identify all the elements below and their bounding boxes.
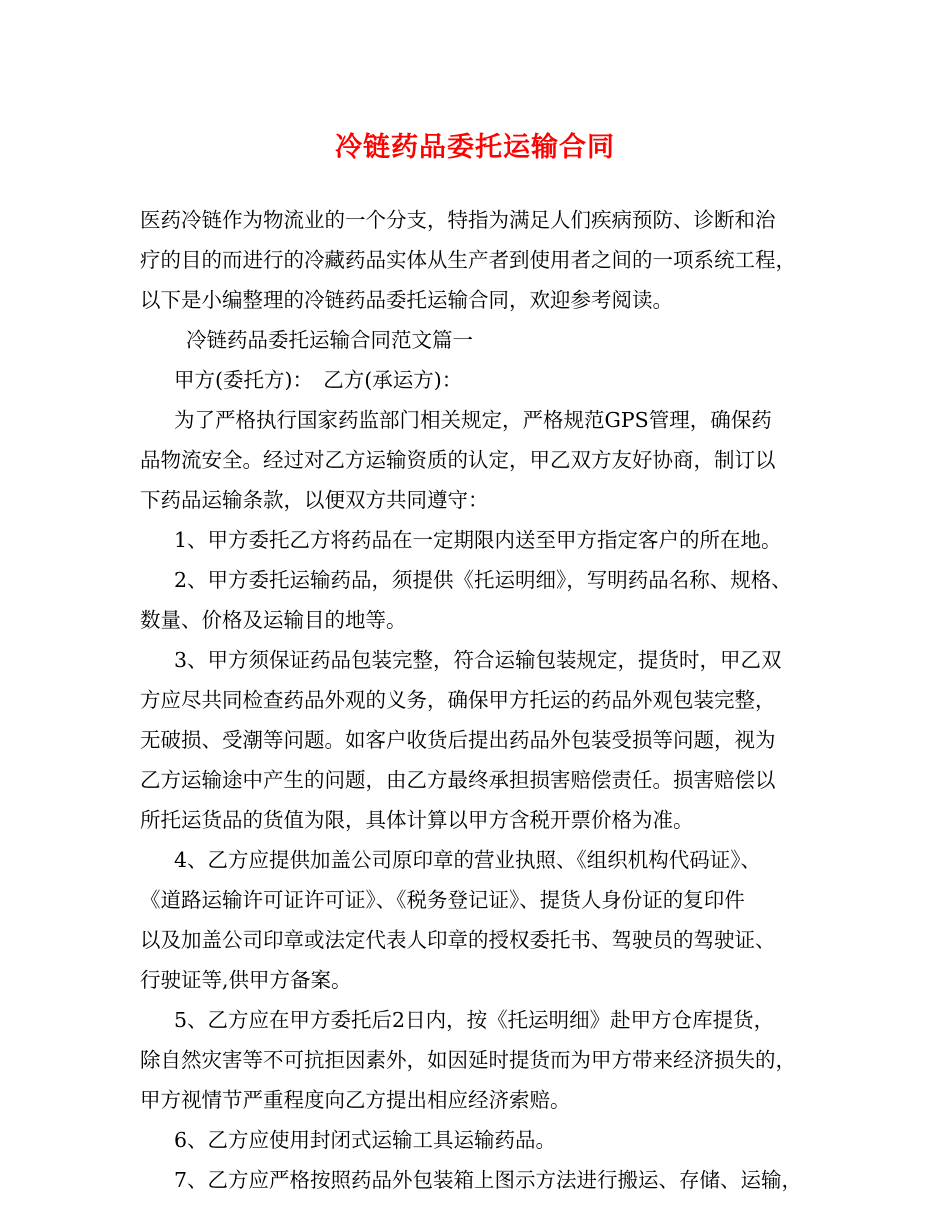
text-line: 5、乙方应在甲方委托后2日内，按《托运明细》赴甲方仓库提货， xyxy=(174,1008,775,1032)
clause-7 xyxy=(140,1160,830,1200)
text-line: 6、乙方应使用封闭式运输工具运输药品。 xyxy=(174,1128,557,1152)
text-line: 疗的目的而进行的冷藏药品实体从生产者到使用者之间的一项系统工程， xyxy=(140,248,796,272)
text-line: 医药冷链作为物流业的一个分支，特指为满足人们疾病预防、诊断和治 xyxy=(140,208,776,232)
clause-1 xyxy=(140,520,830,560)
text-line: 所托运货品的货值为限，具体计算以甲方含税开票价格为准。 xyxy=(140,808,694,832)
text-line: 方应尽共同检查药品外观的义务，确保甲方托运的药品外观包装完整， xyxy=(140,688,776,712)
text-line: 下药品运输条款，以便双方共同遵守： xyxy=(140,488,489,512)
clause-4 xyxy=(140,840,830,1000)
preamble-paragraph xyxy=(140,400,830,520)
text-line: 行驶证等,供甲方备案。 xyxy=(140,968,352,992)
section-heading-paragraph xyxy=(140,320,830,360)
text-line: 《道路运输许可证许可证》、《税务登记证》、提货人身份证的复印件 xyxy=(140,888,745,912)
text-line: 2、甲方委托运输药品，须提供《托运明细》，写明药品名称、规格、 xyxy=(174,568,792,592)
text-line: 无破损、受潮等问题。如客户收货后提出药品外包装受损等问题，视为 xyxy=(140,728,776,752)
parties-paragraph xyxy=(140,360,830,400)
intro-paragraph xyxy=(140,200,830,320)
text-line: 为了严格执行国家药监部门相关规定，严格规范GPS管理，确保药 xyxy=(174,408,772,432)
document-title: 冷链药品委托运输合同 xyxy=(335,132,615,163)
text-line: 品物流安全。经过对乙方运输资质的认定，甲乙双方友好协商，制订以 xyxy=(140,448,776,472)
document-body xyxy=(140,200,830,1200)
text-line: 除自然灾害等不可抗拒因素外，如因延时提货而为甲方带来经济损失的， xyxy=(140,1048,796,1072)
text-line: 3、甲方须保证药品包装完整，符合运输包装规定，提货时，甲乙双 xyxy=(174,648,782,672)
text-line: 4、乙方应提供加盖公司原印章的营业执照、《组织机构代码证》、 xyxy=(174,848,762,872)
clause-5 xyxy=(140,1000,830,1120)
clause-3 xyxy=(140,640,830,840)
section-heading: 冷链药品委托运输合同范文篇一 xyxy=(186,328,473,352)
clause-2 xyxy=(140,560,830,640)
text-line: 甲方视情节严重程度向乙方提出相应经济索赔。 xyxy=(140,1088,571,1112)
clause-6 xyxy=(140,1120,830,1160)
text-line: 以下是小编整理的冷链药品委托运输合同，欢迎参考阅读。 xyxy=(140,288,673,312)
text-line: 1、甲方委托乙方将药品在一定期限内送至甲方指定客户的所在地。 xyxy=(174,528,782,552)
text-line: 乙方运输途中产生的问题，由乙方最终承担损害赔偿责任。损害赔偿以 xyxy=(140,768,776,792)
text-line: 以及加盖公司印章或法定代表人印章的授权委托书、驾驶员的驾驶证、 xyxy=(140,928,776,952)
parties-line: 甲方(委托方)： 乙方(承运方)： xyxy=(174,368,463,392)
text-line: 7、乙方应严格按照药品外包装箱上图示方法进行搬运、存储、运输， xyxy=(174,1168,803,1192)
text-line: 数量、价格及运输目的地等。 xyxy=(140,608,407,632)
